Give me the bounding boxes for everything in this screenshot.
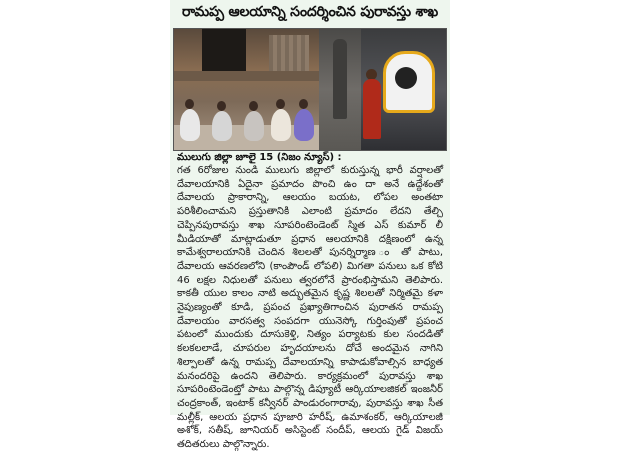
sculpture-photo <box>319 29 361 150</box>
dateline: ములుగు జిల్లా జూలై 15 (నిజం న్యూస్) : <box>177 152 342 163</box>
official-figure <box>271 109 291 141</box>
deity-face <box>395 67 417 89</box>
news-photo <box>173 28 447 151</box>
official-figure <box>244 111 264 141</box>
official-head <box>217 101 226 111</box>
headline: రామప్ప ఆలయాన్ని సందర్శించిన పురావస్తు శాఖ <box>181 3 439 20</box>
nagini-sculpture <box>333 39 347 119</box>
official-head <box>249 101 258 111</box>
stone-beam <box>174 71 319 81</box>
newspaper-clipping <box>170 0 450 451</box>
temple-doorway <box>202 29 246 71</box>
article-body: గత 6రోజుల నుండి ములుగు జిల్లాలో కురుస్తున్న భారీ వర్షాలతో దేవాలయానికి ఏదైనా ప్రమాదం పొంచి ఉం దా అనే ఉద్దేశంతో దేవాలయ ప్రాకారాన్ని, ఆలయం బయట, లోపల అంతటా పరిశీలించామని ప్రస్తుతానికి ఎలాంటి ప్రమాదం లేదని తేల్చి చెప్పినపురావస్తు శాఖ సూపరింటెండెంట్ స్మిత ఎస్ కుమార్ లీ మీడియాతో మాట్లాడుతూ ప్రధాన ఆలయానికి దక్షిణంలో ఉన్న కామేశ్వరాలయానికి చెందిన శిలలతో పునర్నిర్మాణ ం తో పాటు, దేవాలయ ఆవరణలోని (కాంపౌండ్ లోపలి) మిగతా పనులు ఒక కోటి 46 లక్షల నిధులతో పనులు త్వరలోనే ప్రారంభిస్తామని తెలిపారు. కాకతీ యుల కాలం నాటి అద్భుతమైన కృష్ణ శిలలతో నిర్మితమై కళా నైపుణ్యంతో కూడి, ప్రపంచ ప్రఖ్యాతిగాంచిన పురాతన రామప్ప దేవాలయం వారసత్వ సంపదగా యునెస్కో గుర్తింపుతో ప్రపంచ పటంలో ముందుకు దూసుకెళ్తి, నిత్యం పర్యాటకు కుల సందడితో కలకలలాడే, చూపరుల హృదయాలను దోచే అందమైన నాగిని శిల్పాలతో ఉన్న రామప్ప దేవాలయాన్ని కాపాడుకోవాల్సిన బాధ్యత మనందరిపై ఉందని తెలిపారు. కార్యక్రమంలో పురావస్తు శాఖ సూపరింటెండెంట్తో పాటు పాల్గొన్న డిప్యూటీ ఆర్కియాలజికల్ ఇంజనీర్ చంద్రకాంత్, ఇంటాక్ కన్వీనర్ పాండురంగారావు, పురావస్తు శాఖ సీత మల్లీక్, ఆలయ ప్రధాన పూజారి హరీష్, ఉమాశంకర్, ఆర్కియాలజీ అశోక్, సతీష్, జూనియర్ అసిస్టెంట్ సందీప్, ఆలయ గైడ్ విజయ్ తదితరులు పాల్గొన్నారు. <box>177 165 443 451</box>
official-head <box>276 99 285 109</box>
official-head <box>185 99 194 109</box>
official-head <box>299 99 308 109</box>
official-figure <box>180 109 200 141</box>
temple-visit-photo <box>174 29 319 150</box>
deity-photo <box>361 29 446 150</box>
official-figure <box>212 111 232 141</box>
official-figure <box>294 109 314 141</box>
priest-figure <box>363 79 381 139</box>
carved-stone-wall <box>269 35 309 75</box>
